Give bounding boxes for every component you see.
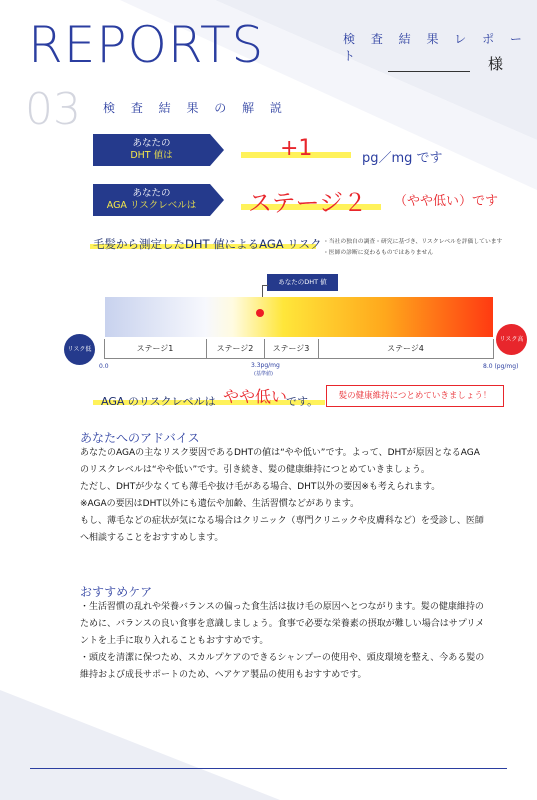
risk-stage-value: ステージ２ (248, 189, 368, 217)
advice-body (80, 445, 490, 547)
care-body (80, 599, 490, 684)
health-warning-box: 髪の健康維持につとめていきましょう！ (326, 385, 504, 407)
risk-label-badge (93, 184, 210, 216)
reports-logo: REPORTS (28, 16, 265, 74)
stage-2-label: ステージ2 (216, 344, 254, 353)
risk-gradient-bar (105, 297, 493, 337)
care-line: ・生活習慣の乱れや栄養バランスの偏った食生活は抜け毛の原因へとつながります。髪の健康維持の (80, 602, 484, 612)
advice-line: もし、薄毛などの症状が気になる場合はクリニック（専門クリニックや皮膚科など）を受診し、医師 (80, 516, 484, 526)
care-line: ために、バランスの良い食事を意識しましょう。食事で必要な栄養素の摂取が難しい場合はサプリメ (80, 619, 485, 629)
summary-text: AGA のリスクレベルは (101, 395, 216, 408)
dht-label-line1: あなたの (132, 138, 171, 149)
section-number: 03 (25, 84, 81, 135)
footer-rule (30, 768, 507, 769)
dht-label-badge (93, 134, 210, 166)
axis-mid-label: 3.3pg/mg (251, 362, 280, 369)
section-title: 検 査 結 果 の 解 説 (103, 101, 288, 115)
stage-3-label: ステージ3 (272, 344, 310, 353)
dht-marker-label: あなたのDHT 値 (267, 274, 338, 291)
axis-max-label: 8.0 (pg/mg) (483, 363, 519, 370)
dht-marker-dot (256, 309, 264, 317)
stage-4-label: ステージ4 (387, 344, 424, 353)
risk-label-line2: AGA リスクレベルは (106, 200, 197, 211)
risk-label-line1: あなたの (132, 188, 171, 199)
advice-heading: あなたへのアドバイス (80, 431, 200, 445)
care-line: ントを上手に取り入れることもおすすめです。 (80, 636, 269, 646)
axis-min-label: 0.0 (99, 363, 109, 370)
report-title: 検 査 結 果 レ ポ ー ト (343, 32, 528, 63)
risk-badge-arrow (210, 184, 224, 216)
risk-suffix: （やや低い）です (394, 194, 499, 209)
advice-line: へ相談することをおすすめします。 (80, 533, 224, 543)
advice-line: ※AGAの要因はDHT以外にも遺伝や加齢、生活習慣などがあります。 (80, 499, 360, 509)
summary-value: やや低い (223, 387, 288, 406)
advice-line: あなたのAGAの主なリスク要因であるDHTの値は“やや低い”です。よって、DHTが原因となるAGA (80, 448, 480, 458)
chart-title: 毛髪から測定したDHT 値によるAGA リスク (93, 237, 322, 251)
advice-line: ただし、DHTが少なくても薄毛や抜け毛がある場合、DHT以外の要因※も考えられます。 (80, 482, 441, 492)
risk-high-circle: リスク高 (496, 324, 527, 355)
dht-label-line2: DHT 値は (130, 150, 173, 161)
stage-tick (493, 339, 494, 358)
advice-line: のリスクレベルは“やや低い”です。引き続き、髪の健康維持につとめていきましょう。 (80, 465, 430, 475)
dht-value: +1 (280, 136, 313, 161)
risk-low-circle: リスク低 (64, 334, 95, 365)
summary-suffix: です。 (286, 395, 319, 408)
stage-baseline (104, 358, 494, 359)
stage-1-label: ステージ1 (136, 344, 174, 353)
dht-unit: pg／mg です (362, 151, 443, 166)
chart-note-1: ・当社の独自の調査・研究に基づき、リスクレベルを評価しています (323, 239, 503, 245)
honorific-sama: 様 (488, 55, 504, 73)
name-line (388, 71, 470, 72)
axis-mid-sub-label: (基準値) (254, 371, 273, 377)
care-line: 維持および成長サポートのため、ヘアケア製品の使用もおすすめです。 (80, 670, 367, 680)
dht-badge-arrow (210, 134, 224, 166)
chart-note-2: ・医師の診断に変わるものではありません (323, 250, 434, 256)
care-heading: おすすめケア (80, 585, 153, 599)
care-line: ・頭皮を清潔に保つため、スカルプケアのできるシャンプーの使用や、頭皮環境を整え、今ある髪の (80, 653, 485, 663)
